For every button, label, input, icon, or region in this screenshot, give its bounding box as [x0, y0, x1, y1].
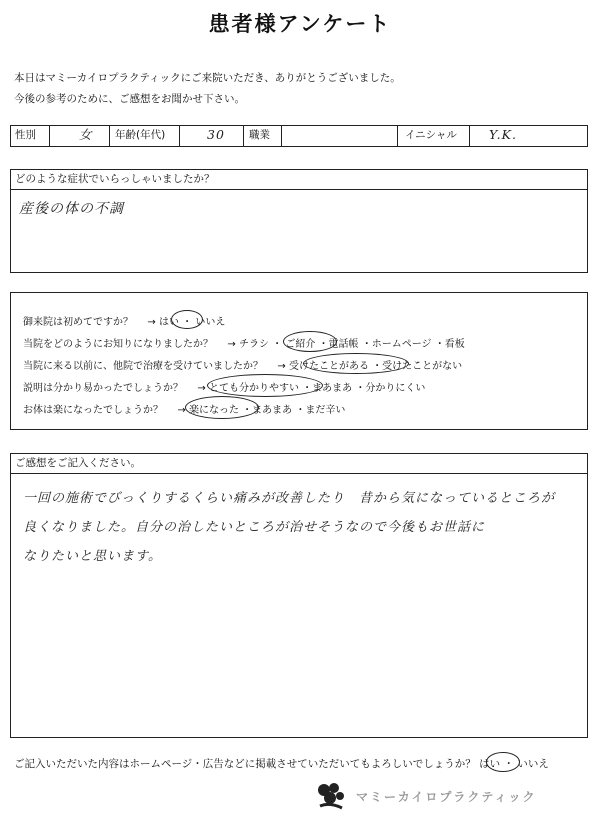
age-value[interactable]: 30: [207, 127, 225, 142]
option-very-clear[interactable]: とても分かりやすい: [208, 383, 299, 394]
option-homepage[interactable]: ・ホームページ: [361, 339, 432, 350]
comment-heading: ご感想をご記入ください。: [15, 457, 141, 469]
intro-line-1: 本日はマミーカイロプラクティックにご来院いただき、ありがとうございました。: [14, 72, 401, 84]
question-body-relief: お体は楽になったでしょうか？ → 楽になった ・まあまあ ・まだ辛い: [23, 405, 346, 416]
flower-mascot-icon: [312, 780, 352, 812]
option-flyer[interactable]: チラシ: [238, 339, 269, 350]
comment-line-1[interactable]: 一回の施術でびっくりするくらい痛みが改善したり 昔から気になっているところが: [23, 491, 556, 506]
comment-section: [10, 453, 588, 738]
question-how-found: 当院をどのようにお知りになりましたか？ → チラシ ・ ご紹介 ・電話帳 ・ホームページ ・看板: [23, 339, 465, 350]
initial-label: イニシャル: [405, 129, 457, 141]
initial-value[interactable]: Y.K.: [489, 127, 517, 142]
question-first-visit: 御来院は初めてですか？ → はい ・ いいえ: [23, 317, 226, 328]
option-so-so[interactable]: ・まあまあ: [302, 383, 353, 394]
gender-label: 性別: [15, 129, 36, 141]
gender-value[interactable]: 女: [79, 127, 93, 142]
option-relieved[interactable]: 楽になった: [188, 405, 239, 416]
option-so-so-2[interactable]: ・まあまあ: [242, 405, 293, 416]
symptom-answer[interactable]: 産後の体の不調: [19, 201, 124, 217]
symptom-section: [10, 169, 588, 273]
consent-yes[interactable]: はい: [479, 758, 501, 770]
consent-no[interactable]: いいえ: [517, 758, 549, 770]
selected-received-circle: [303, 353, 409, 374]
option-signboard[interactable]: ・看板: [434, 339, 465, 350]
survey-section: [10, 292, 588, 430]
answer-no[interactable]: いいえ: [195, 317, 226, 328]
consent-question: ご記入いただいた内容はホームページ・広告などに掲載させていただいてもよろしいでしょうか？ はい ・ いいえ: [14, 758, 549, 770]
question-explanation: 説明は分かり易かったでしょうか？ → とても分かりやすい ・まあまあ ・分かりにくい: [23, 383, 426, 394]
clinic-logo-text: マミーカイロプラクティック: [356, 790, 537, 804]
comment-line-2[interactable]: 良くなりました。自分の治したいところが治せそうなので今後もお世話に: [23, 520, 486, 535]
option-not-received[interactable]: ・受けたことがない: [372, 361, 463, 372]
selected-yes-circle: [171, 310, 203, 329]
option-phonebook[interactable]: ・電話帳: [318, 339, 359, 350]
selected-relieved-circle: [185, 396, 259, 419]
selected-referral-circle: [283, 331, 337, 352]
option-unclear[interactable]: ・分かりにくい: [355, 383, 426, 394]
selected-very-clear-circle: [207, 374, 323, 397]
option-received[interactable]: 受けたことがある: [288, 361, 369, 372]
symptom-question: どのような症状でいらっしゃいましたか？: [15, 173, 215, 185]
page-title: 患者様アンケート: [208, 12, 392, 36]
consent-yes-circle: [486, 752, 520, 772]
job-label: 職業: [249, 129, 270, 141]
option-referral[interactable]: ご紹介: [285, 339, 316, 350]
intro-line-2: 今後の参考のために、ご感想をお聞かせ下さい。: [14, 93, 245, 105]
comment-line-3[interactable]: なりたいと思います。: [23, 549, 162, 564]
profile-table: [10, 125, 588, 147]
option-still-painful[interactable]: ・まだ辛い: [295, 405, 346, 416]
answer-yes[interactable]: はい: [158, 317, 179, 328]
age-label: 年齢(年代): [115, 129, 166, 141]
question-prior-treatment: 当院に来る以前に、他院で治療を受けていましたか？ → 受けたことがある ・受けたことがない: [23, 361, 463, 372]
